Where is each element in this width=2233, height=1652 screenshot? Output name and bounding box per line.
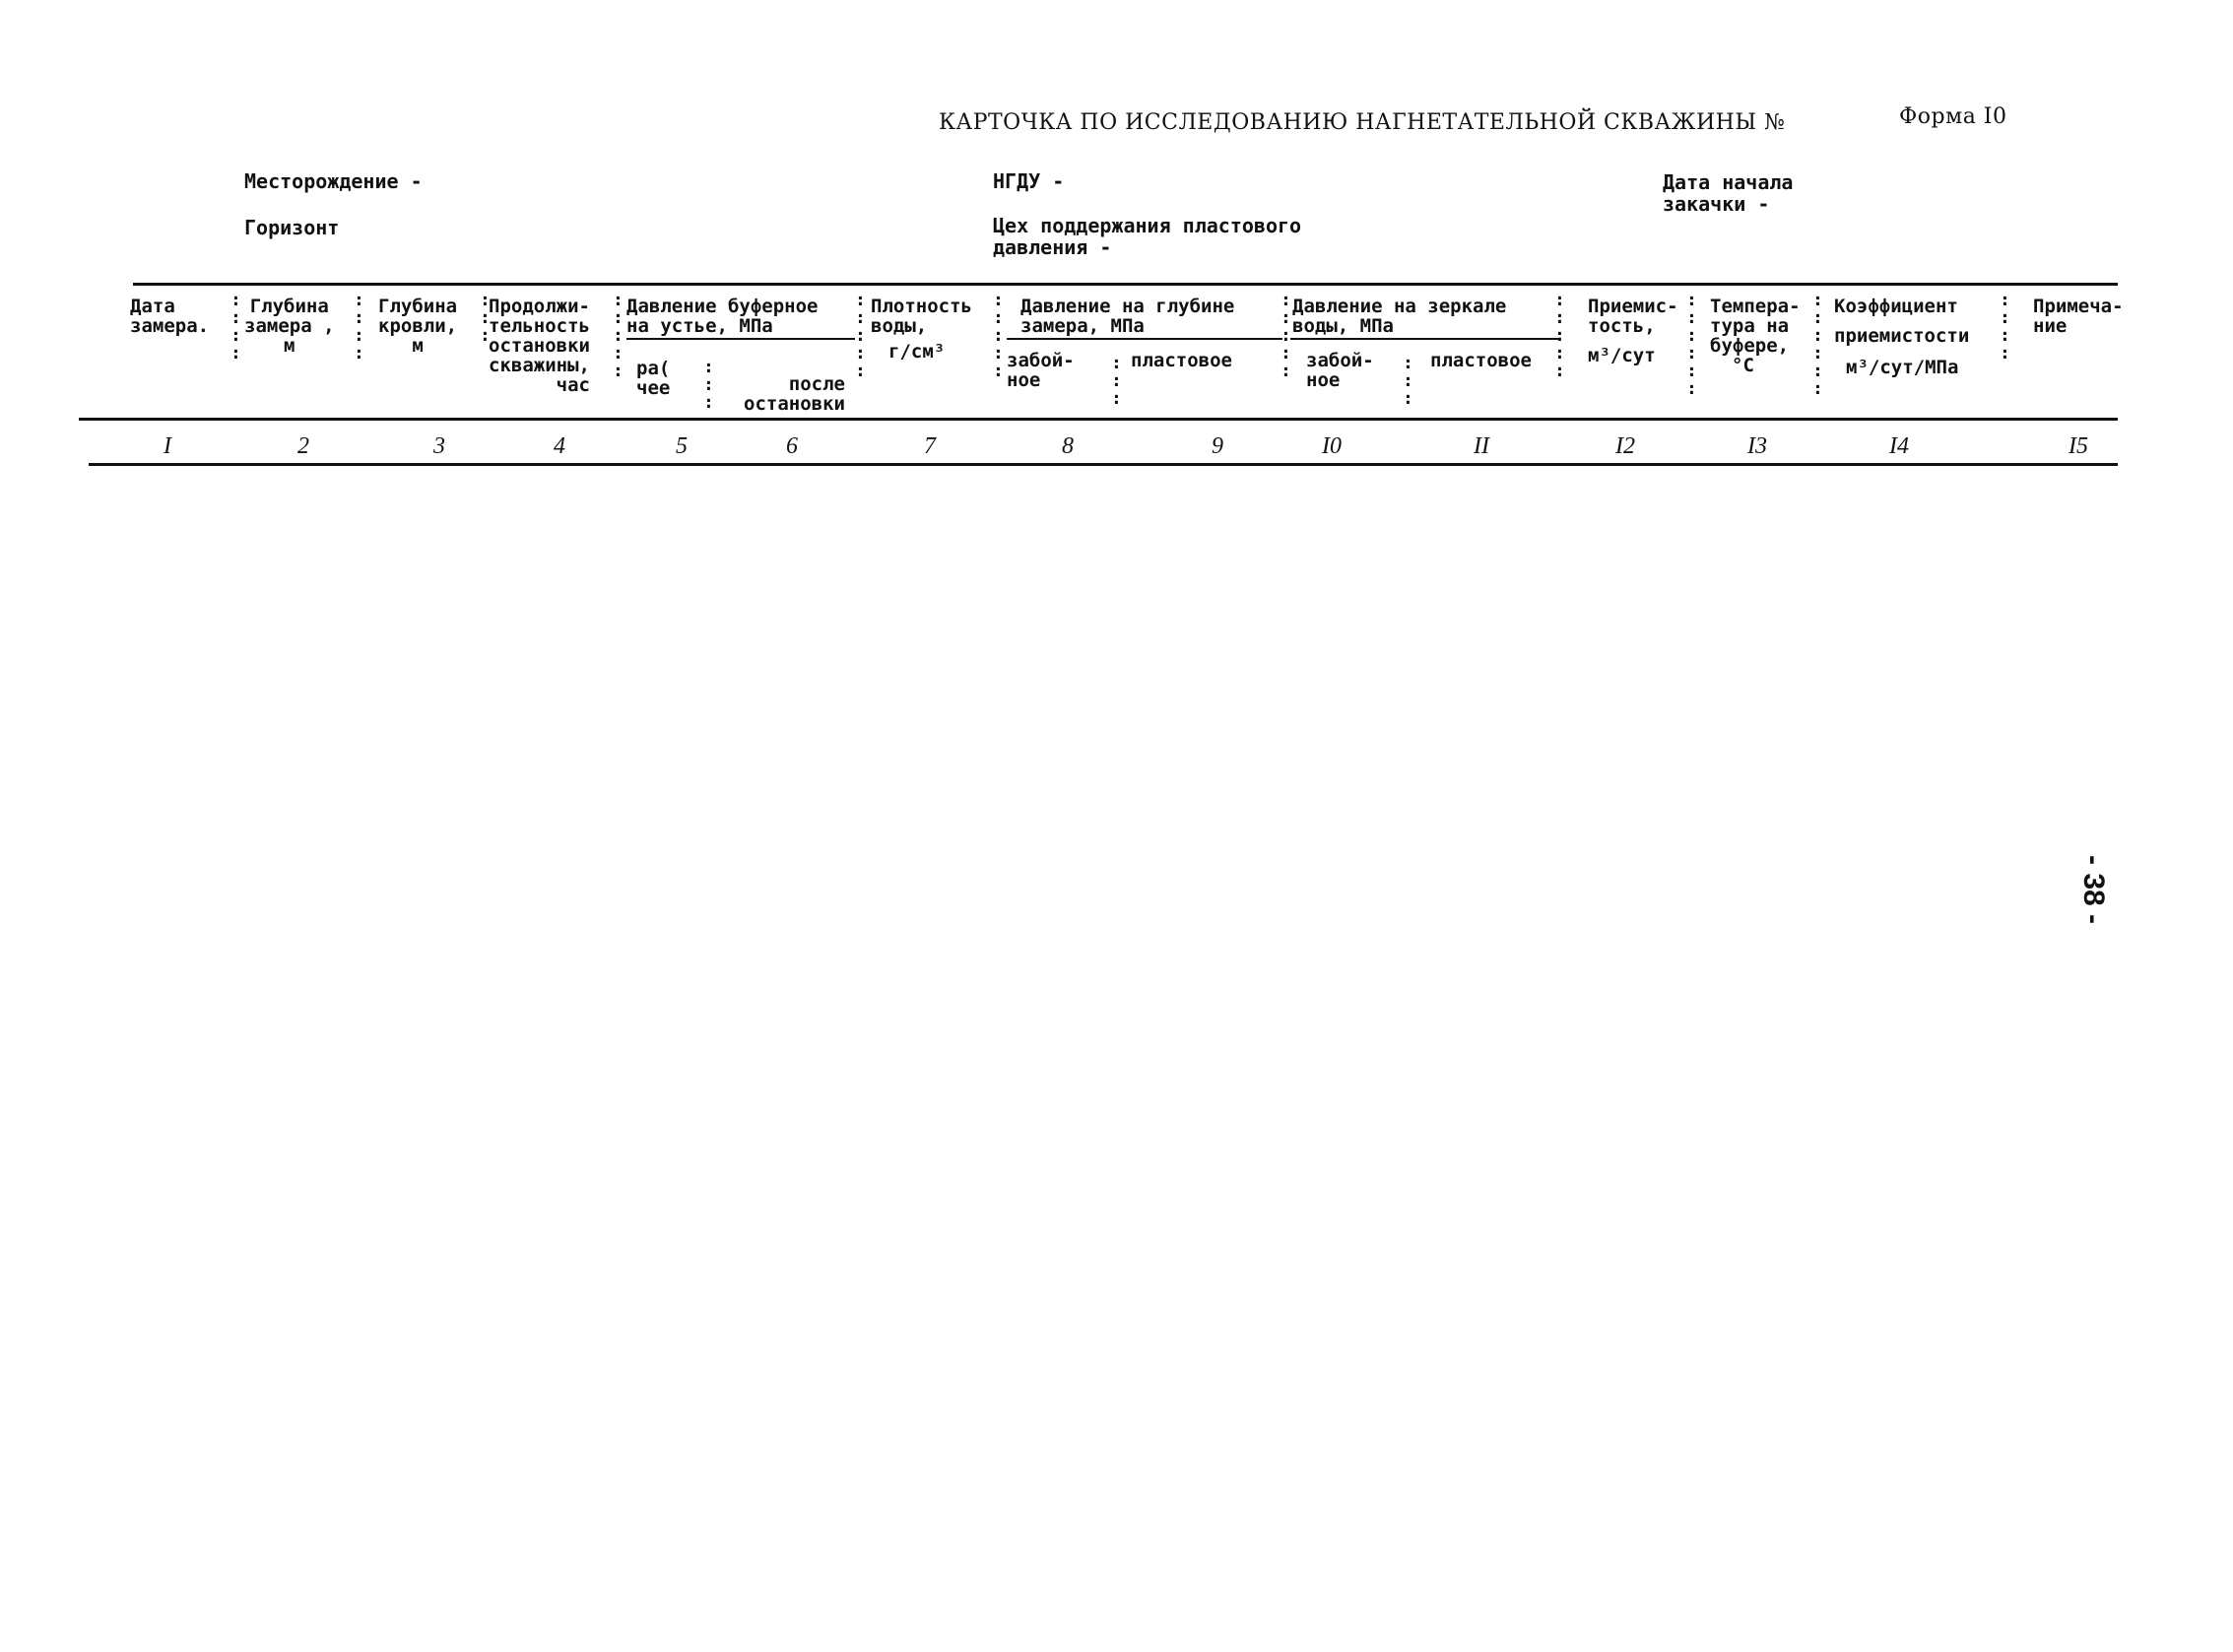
column-header-buffer-temperature: Темпера- тура на буфере, °С (1710, 296, 1801, 376)
column-header-measurement-depth: Глубина замера , м (244, 296, 335, 357)
table-header-bottom-rule (79, 418, 2118, 421)
column-number: 7 (924, 433, 936, 459)
column-separator: : : : : : : (1686, 290, 1697, 399)
column-number: I5 (2069, 433, 2088, 459)
column-number: I4 (1889, 433, 1909, 459)
column-separator: : : : : : (993, 290, 1004, 381)
group-header-depth-pressure-line1: Давление на глубине (1020, 296, 1235, 317)
column-separator: : : : (1111, 353, 1122, 409)
column-header-mirror-bottomhole: забой- ное (1306, 350, 1374, 391)
column-separator: : : : : : (1281, 290, 1291, 381)
column-header-injectivity: Приемис- тость, м³/сут (1588, 296, 1678, 366)
injection-start-label-line2: закачки - (1663, 192, 1770, 216)
column-number: I0 (1322, 433, 1342, 459)
table-top-rule (133, 283, 2118, 286)
column-separator: : : : : : : (1812, 290, 1823, 399)
field-label: Месторождение - (244, 169, 423, 193)
group-underline-mirror (1290, 338, 1558, 340)
column-number: I2 (1615, 433, 1635, 459)
workshop-label-line2: давления - (993, 235, 1112, 259)
column-number: I (164, 433, 171, 459)
group-underline-depth (1007, 338, 1282, 340)
column-header-top-depth: Глубина кровли, м (378, 296, 458, 357)
column-number: 2 (297, 433, 309, 459)
column-header-depth-bottomhole: забой- ное (1007, 350, 1075, 391)
column-separator: : : : : (354, 290, 364, 363)
column-number: 9 (1212, 433, 1223, 459)
workshop-label-line1: Цех поддержания пластового (993, 214, 1302, 237)
column-header-depth-reservoir: пластовое (1131, 350, 1232, 371)
column-separator: : : : : : (1554, 290, 1565, 381)
form-label: Форма I0 (1899, 104, 2007, 129)
column-number: 4 (554, 433, 565, 459)
column-number: I3 (1747, 433, 1767, 459)
ngdu-label: НГДУ - (993, 169, 1065, 193)
injection-start-label-line1: Дата начала (1663, 170, 1794, 194)
column-number: 5 (676, 433, 688, 459)
column-separator: : : : (1403, 353, 1413, 409)
column-header-measurement-date: Дата замера. (130, 296, 210, 337)
column-number: 8 (1062, 433, 1074, 459)
column-separator: : : : : : (613, 290, 624, 381)
column-number: II (1474, 433, 1489, 459)
group-header-mirror-pressure-line1: Давление на зеркале (1292, 296, 1507, 317)
column-separator: : : : (480, 290, 491, 346)
column-header-mirror-reservoir: пластовое (1430, 350, 1532, 371)
column-number: 6 (786, 433, 798, 459)
group-header-buffer-pressure-line1: Давление буферное (626, 296, 819, 317)
table-number-row-rule (89, 463, 2118, 466)
group-header-depth-pressure-line2: замера, МПа (1020, 315, 1145, 337)
column-separator: : : : : (230, 290, 241, 363)
column-separator: : : : : : (855, 290, 866, 381)
horizon-label: Горизонт (244, 216, 340, 239)
column-header-after-shutdown-pressure: после остановки (744, 373, 845, 415)
column-header-shutdown-duration: Продолжи- тельность остановки скважины, час (489, 296, 590, 396)
group-header-mirror-pressure-line2: воды, МПа (1292, 315, 1394, 337)
group-underline-buffer (626, 338, 855, 340)
column-separator: : : : : (2000, 290, 2010, 363)
document-title: КАРТОЧКА ПО ИССЛЕДОВАНИЮ НАГНЕТАТЕЛЬНОЙ СКВАЖИНЫ № (939, 110, 1786, 135)
column-header-notes: Примеча- ние (2033, 296, 2124, 337)
column-header-working-pressure: ра( чее (636, 358, 671, 399)
column-header-injectivity-coefficient: Коэффициент приемистости м³/сут/МПа (1834, 296, 1970, 378)
group-header-buffer-pressure-line2: на устье, МПа (626, 315, 773, 337)
page-number: - 38 - (2077, 855, 2110, 925)
column-number: 3 (433, 433, 445, 459)
column-header-water-density: Плотность воды, г/см³ (871, 296, 972, 363)
column-separator: : : : (703, 357, 714, 413)
